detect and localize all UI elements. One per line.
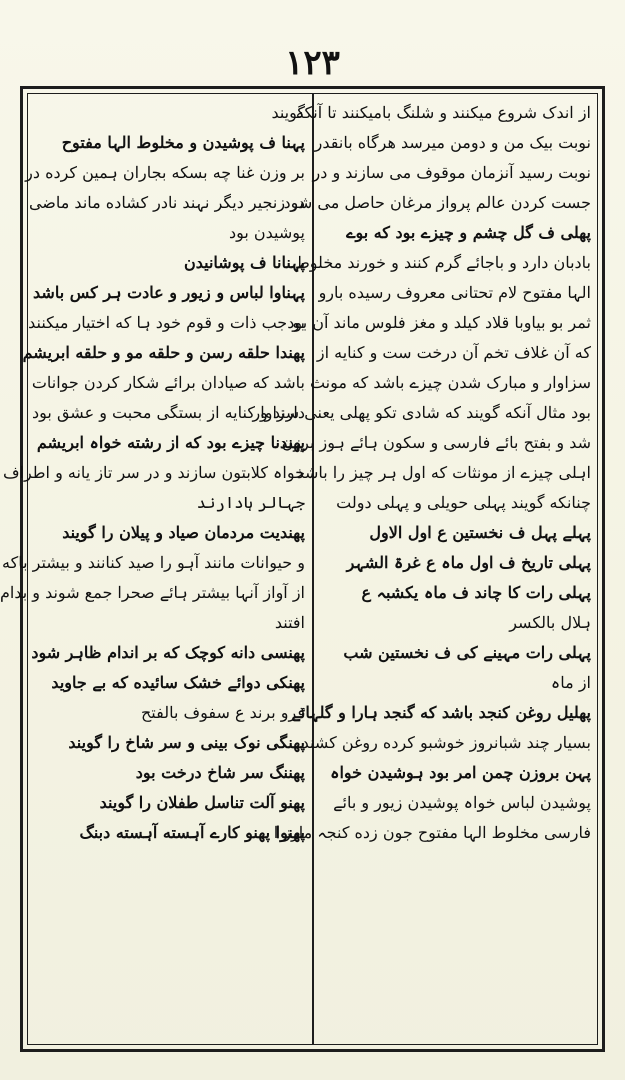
entry-heading-line: پہلی رات مہینے کی ف نخستین شب: [343, 643, 591, 662]
text-line: نوبت بیک من و دومن میرسد هرگاه بانقدر: [314, 133, 591, 152]
entry-heading-line: پھنگی نوک بینی و سر شاخ را گویند: [68, 733, 305, 752]
entry-heading-line: پہناوا لباس و زیور و عادت ہر کس باشد: [33, 283, 305, 302]
text-line: باشد که صیادان برائے شکار کردن جوانات: [31, 373, 305, 392]
entry-heading-line: پہن بروزن چمن امر بود ہوشیدن خواہ: [330, 763, 591, 782]
text-line: بادبان دارد و باجائے گرم کنند و خورند مخلوط: [294, 253, 591, 272]
text-line: پوشیدن لباس خواہ پوشیدن زیور و بائے: [333, 793, 591, 812]
text-line: ہلال بالکسر: [509, 613, 591, 632]
text-line: بر وزن غنا چه بسکه بجاران ہمین کرده در: [25, 163, 305, 182]
text-line: افتند: [274, 613, 305, 632]
entry-heading-line: پھنکی دوائے خشک سائیده که بے جاوید: [51, 673, 305, 692]
entry-heading-line: پھندیت مردمان صیاد و پیلان را گویند: [62, 523, 305, 542]
text-line: فارسی مخلوط الہا مفتوح جون زده کنجہ مارز ا: [273, 823, 591, 842]
text-line: فرو برند ع سفوف بالفتح: [140, 703, 305, 722]
page-number: ۱۲۳: [285, 43, 340, 83]
text-line: پوشیدن بود: [228, 223, 305, 242]
text-line: سزاوار و مبارک شدن چیزے باشد که مونث: [309, 373, 591, 392]
text-line: از اندک شروع میکنند و شلنگ بامیکنند تا آنکه: [295, 103, 591, 122]
entry-heading-line: پھنوا پھنو کارے آہسته آہسته دبنگ: [79, 823, 305, 842]
entry-heading-line: پھننگ سر شاخ درخت بود: [135, 763, 305, 782]
left-text-column: [0, 98, 305, 1034]
entry-heading-line: پہلے پہل ف نخستین ع اول الاول: [369, 523, 591, 542]
text-line: دارند و کنایه از بستگی محبت و عشق بود: [32, 403, 305, 422]
text-line: بود مثال آنکه گویند که شادی تکو پھلی یعنی سزاوار: [252, 403, 591, 422]
text-line: بسیار چند شبانروز خوشبو کرده روغن کشند: [301, 733, 591, 752]
text-line: جست کردن عالم پرواز مرغان حاصل می شود: [283, 193, 591, 212]
entry-heading-line: پھلی ف گل چشم و چیزے بود که بوے: [346, 223, 591, 242]
entry-heading-line: پھندنا چیزے بود که از رشته خواہ ابریشم: [36, 433, 305, 452]
text-line: خواہ کلابتون سازند و در سر تاز یانه و اطراف: [2, 463, 305, 482]
entry-heading-line: پہلی رات کا چاند ف ماہ یکشبہ ع: [361, 583, 591, 602]
column-divider: [312, 93, 314, 1045]
entry-heading-line: پھلیل روغن کنجد باشد که گنجد ہارا و گلہائے: [291, 703, 591, 722]
text-line: گویند: [271, 103, 305, 122]
text-line: از آواز آنہا بیشتر ہائے صحرا جمع شوند و بدام: [0, 583, 305, 602]
text-line: و حیوانات مانند آہو را صید کنانند و بیشتر باکه: [2, 553, 305, 572]
entry-heading-line: پھنو آلت تناسل طفلان را گویند: [99, 793, 305, 812]
entry-heading-line: پہنا ف پوشیدن و مخلوط الہا مفتوح: [61, 133, 305, 152]
entry-heading-line: پہنانا ف پوشانیدن: [183, 253, 305, 272]
text-line: جہالر ہادارند: [196, 493, 305, 512]
text-line: نوبت رسید آنزمان موقوف می سازند و در: [312, 163, 591, 182]
text-line: در زنجیر دیگر نہند نادر کشاده ماند ماضی: [28, 193, 305, 212]
text-line: که آن غلاف تخم آن درخت ست و کنایه از: [316, 343, 591, 362]
text-line: از ماہ: [550, 673, 591, 692]
text-line: شد و بفتح بائے فارسی و سکون ہائے ہوز برزن: [281, 433, 591, 452]
entry-heading-line: پھنسی دانه کوچک که بر اندام ظاہر شود: [31, 643, 305, 662]
text-line: الہا مفتوح لام تحتانی معروف رسیده بارو: [318, 283, 591, 302]
text-line: چنانکه گویند پہلی حویلی و پہلی دولت: [336, 493, 591, 512]
text-line: ثمر بو بیاوبا قلاد کیلد و مغز فلوس ماند آن بود: [287, 313, 591, 332]
entry-heading-line: پہلی تاریخ ف اول ماہ ع غرۃ الشہر: [346, 553, 591, 572]
text-line: اہلی چیزے از مونثات که اول ہر چیز را باشد: [296, 463, 591, 482]
text-line: بو جب ذات و قوم خود ہا که اختیار میکنند: [28, 313, 305, 332]
entry-heading-line: پھندا حلقه رسن و حلقه مو و حلقه ابریشم: [22, 343, 305, 362]
